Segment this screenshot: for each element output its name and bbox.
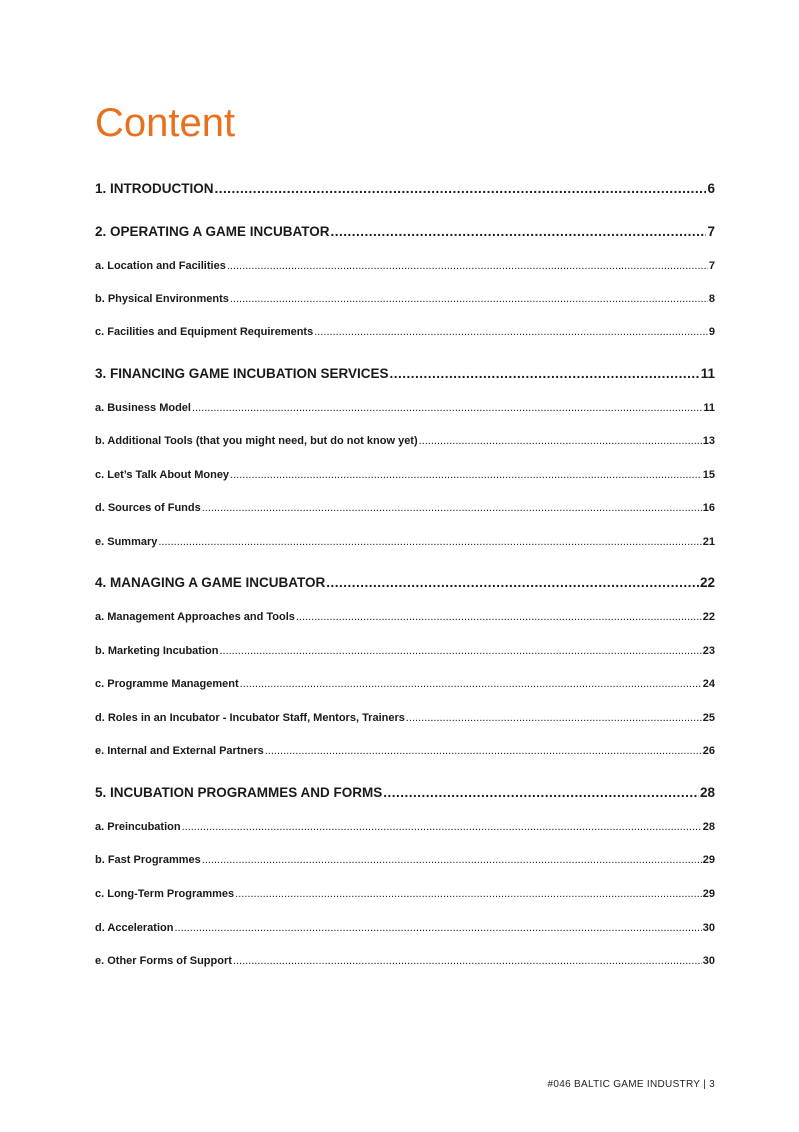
toc-leader-dots — [182, 819, 702, 835]
toc-entry-page: 9 — [708, 326, 715, 338]
toc-leader-dots — [235, 886, 702, 902]
toc-entry-page: 7 — [708, 260, 715, 272]
toc-leader-dots — [406, 710, 702, 726]
toc-entry-page: 11 — [700, 366, 715, 381]
toc-leader-dots — [230, 467, 702, 483]
toc-entry-page: 25 — [702, 712, 715, 724]
toc-entry-label: e. Other Forms of Support — [95, 955, 232, 967]
toc-entry-long-term[interactable] — [95, 886, 715, 902]
toc-entry-label: c. Facilities and Equipment Requirements — [95, 326, 314, 338]
toc-entry-label: b. Fast Programmes — [95, 854, 201, 866]
toc-entry-page: 15 — [702, 469, 715, 481]
toc-leader-dots — [219, 643, 701, 659]
toc-entry-label: c. Programme Management — [95, 678, 239, 690]
toc-entry-physical[interactable] — [95, 291, 715, 307]
toc-entry-programmes-and-forms[interactable] — [95, 783, 715, 803]
toc-leader-dots — [296, 609, 702, 625]
toc-entry-page: 29 — [702, 854, 715, 866]
toc-leader-dots — [227, 258, 708, 274]
toc-entry-page: 13 — [702, 435, 715, 447]
toc-entry-label: c. Let’s Talk About Money — [95, 469, 230, 481]
toc-entry-label: 4. MANAGING A GAME INCUBATOR — [95, 575, 326, 590]
toc-leader-dots — [390, 364, 700, 384]
toc-entry-page: 11 — [703, 402, 715, 414]
toc-entry-page: 21 — [702, 536, 715, 548]
toc-entry-page: 24 — [702, 678, 715, 690]
toc-entry-operating[interactable] — [95, 222, 715, 242]
toc-leader-dots — [215, 179, 707, 199]
toc-entry-preincubation[interactable] — [95, 819, 715, 835]
toc-entry-page: 6 — [707, 181, 715, 196]
toc-leader-dots — [202, 852, 702, 868]
toc-entry-page: 30 — [702, 922, 715, 934]
toc-entry-marketing[interactable] — [95, 643, 715, 659]
toc-entry-label: 3. FINANCING GAME INCUBATION SERVICES — [95, 366, 389, 381]
toc-entry-partners[interactable] — [95, 743, 715, 759]
toc-entry-introduction[interactable] — [95, 179, 715, 199]
toc-entry-page: 16 — [702, 502, 715, 514]
toc-entry-page: 22 — [702, 611, 715, 623]
page-title: Content — [95, 101, 236, 145]
toc-entry-label: d. Roles in an Incubator - Incubator Staff, Mentors, Trainers — [95, 712, 405, 724]
toc-entry-label: b. Additional Tools (that you might need, but do not know yet) — [95, 435, 418, 447]
toc-entry-label: a. Location and Facilities — [95, 260, 226, 272]
toc-entry-label: b. Marketing Incubation — [95, 645, 219, 657]
toc-entry-fast-programmes[interactable] — [95, 852, 715, 868]
toc-leader-dots — [192, 400, 702, 416]
toc-entry-label: d. Sources of Funds — [95, 502, 201, 514]
toc-leader-dots — [314, 324, 708, 340]
toc-leader-dots — [158, 534, 701, 550]
toc-leader-dots — [383, 783, 699, 803]
toc-entry-page: 28 — [702, 821, 715, 833]
toc-leader-dots — [202, 500, 702, 516]
toc-entry-label: e. Summary — [95, 536, 158, 548]
toc-entry-summary[interactable] — [95, 534, 715, 550]
toc-entry-label: e. Internal and External Partners — [95, 745, 264, 757]
page-footer: #046 BALTIC GAME INDUSTRY | 3 — [547, 1079, 715, 1090]
toc-entry-roles[interactable] — [95, 710, 715, 726]
toc-entry-financing[interactable] — [95, 364, 715, 384]
toc-leader-dots — [240, 676, 702, 692]
toc-leader-dots — [326, 573, 699, 593]
toc-entry-sources-of-funds[interactable] — [95, 500, 715, 516]
toc-entry-page: 26 — [702, 745, 715, 757]
toc-entry-additional-tools[interactable] — [95, 433, 715, 449]
toc-leader-dots — [265, 743, 702, 759]
toc-leader-dots — [419, 433, 702, 449]
toc-entry-business-model[interactable] — [95, 400, 715, 416]
toc-leader-dots — [230, 291, 708, 307]
toc-entry-managing[interactable] — [95, 573, 715, 593]
toc-entry-page: 28 — [699, 785, 715, 800]
toc-entry-location[interactable] — [95, 258, 715, 274]
toc-entry-page: 22 — [699, 575, 715, 590]
toc-entry-management-approaches[interactable] — [95, 609, 715, 625]
toc-entry-label: a. Management Approaches and Tools — [95, 611, 295, 623]
toc-entry-label: 5. INCUBATION PROGRAMMES AND FORMS — [95, 785, 383, 800]
toc-entry-equipment[interactable] — [95, 324, 715, 340]
toc-entry-page: 7 — [707, 224, 715, 239]
toc-entry-acceleration[interactable] — [95, 920, 715, 936]
toc-entry-programme-management[interactable] — [95, 676, 715, 692]
toc-leader-dots — [331, 222, 707, 242]
toc-entry-label: d. Acceleration — [95, 922, 174, 934]
toc-leader-dots — [233, 953, 702, 969]
toc-entry-page: 23 — [702, 645, 715, 657]
toc-leader-dots — [174, 920, 701, 936]
toc-entry-label: a. Business Model — [95, 402, 191, 414]
toc-entry-label: b. Physical Environments — [95, 293, 229, 305]
toc-entry-money[interactable] — [95, 467, 715, 483]
toc-entry-page: 30 — [702, 955, 715, 967]
toc-entry-label: 1. INTRODUCTION — [95, 181, 214, 196]
toc-entry-page: 29 — [702, 888, 715, 900]
toc-entry-page: 8 — [708, 293, 715, 305]
toc-entry-other-support[interactable] — [95, 953, 715, 969]
toc-entry-label: c. Long-Term Programmes — [95, 888, 235, 900]
toc-entry-label: a. Preincubation — [95, 821, 181, 833]
toc-entry-label: 2. OPERATING A GAME INCUBATOR — [95, 224, 330, 239]
